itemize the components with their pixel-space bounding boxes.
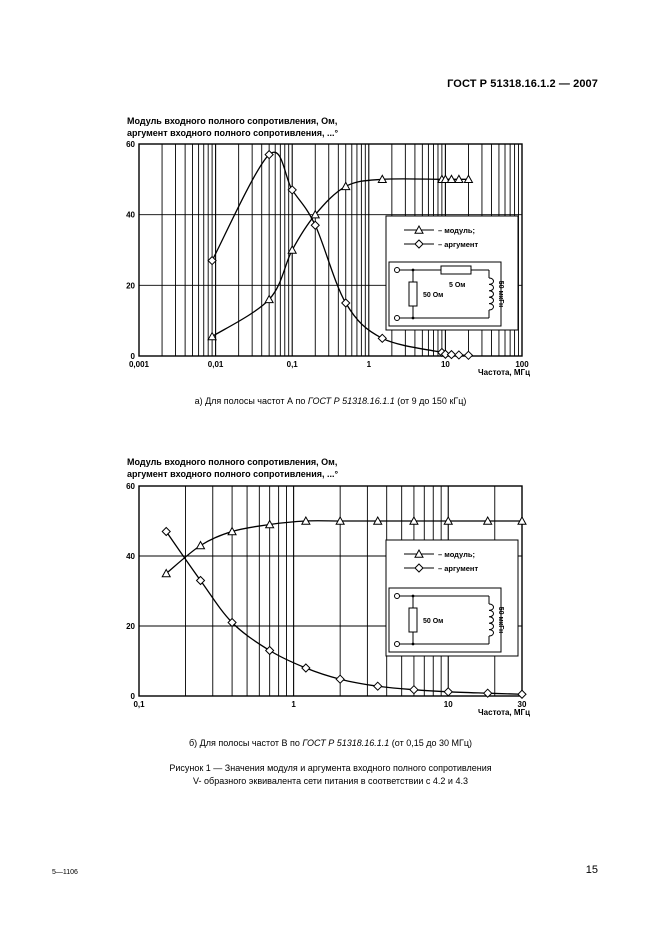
chart-a-circuit-node bbox=[412, 269, 415, 272]
chart-a-xtick-label: 1 bbox=[366, 360, 372, 369]
chart-a-ytick-label: 40 bbox=[126, 210, 135, 220]
chart-a-xtick-label: 10 bbox=[440, 360, 450, 369]
chart-b-xtick-label: 1 bbox=[291, 700, 296, 709]
chart-a-point-diamond bbox=[464, 351, 472, 359]
chart-b-legend-label-modulus: – модуль; bbox=[438, 550, 475, 559]
chart-a-point-diamond bbox=[208, 257, 216, 265]
chart-b-caption bbox=[0, 738, 661, 748]
chart-b-circuit-terminal bbox=[395, 642, 400, 647]
chart-a-circuit-resistor-series bbox=[441, 266, 471, 274]
chart-b bbox=[0, 472, 661, 732]
chart-b-circuit-node bbox=[412, 595, 415, 598]
chart-b-point-diamond bbox=[518, 690, 526, 698]
chart-a-xtick-label: 0,1 bbox=[286, 360, 298, 369]
chart-b-caption-standard: ГОСТ Р 51318.16.1.1 bbox=[302, 738, 390, 748]
chart-b-legend-label-argument: – аргумент bbox=[438, 564, 479, 573]
chart-b-circuit-box bbox=[389, 588, 501, 652]
chart-b-point-diamond bbox=[266, 647, 274, 655]
chart-a-circuit-node bbox=[412, 317, 415, 320]
chart-b-ylabel-line1: Модуль входного полного сопротивления, Ом, bbox=[127, 457, 338, 467]
chart-b-xlabel: Частота, МГц bbox=[478, 708, 530, 717]
chart-b-circuit-resistor-shunt bbox=[409, 608, 417, 632]
document-header: ГОСТ Р 51318.16.1.2 — 2007 bbox=[447, 78, 598, 90]
chart-a-point-triangle bbox=[288, 246, 296, 253]
chart-b-circuit-node bbox=[412, 643, 415, 646]
chart-a-point-triangle bbox=[342, 182, 350, 189]
chart-a-caption-standard: ГОСТ Р 51318.16.1.1 bbox=[307, 396, 395, 406]
chart-b-circuit bbox=[389, 588, 504, 652]
chart-a-ytick-label: 60 bbox=[126, 140, 135, 149]
chart-a-caption-suffix: (от 9 до 150 кГц) bbox=[397, 396, 467, 406]
chart-a-xtick-label: 0,01 bbox=[207, 360, 224, 369]
chart-a-ylabel-line2: аргумент входного полного сопротивления, ...° bbox=[127, 128, 339, 138]
chart-a-caption bbox=[0, 396, 661, 406]
page-number: 15 bbox=[585, 864, 598, 876]
chart-a-point-diamond bbox=[288, 186, 296, 194]
chart-a-caption-prefix: а) Для полосы частот А по bbox=[194, 396, 306, 406]
chart-b-point-diamond bbox=[162, 528, 170, 536]
chart-a-circuit bbox=[389, 262, 504, 326]
chart-a-ytick-label: 20 bbox=[126, 281, 135, 291]
chart-b-point-diamond bbox=[336, 675, 344, 683]
figure-caption-line2: V- образного эквивалента сети питания в соответствии с 4.2 и 4.3 bbox=[193, 776, 468, 786]
chart-b-circuit-label-inductor: 50 мкГн bbox=[497, 606, 504, 634]
chart-b-point-triangle bbox=[197, 542, 205, 549]
chart-a-point-triangle bbox=[208, 333, 216, 340]
chart-a-ytick-label: 0 bbox=[130, 352, 135, 361]
chart-a-xtick-label: 0,001 bbox=[128, 360, 150, 369]
chart-a-point-diamond bbox=[455, 351, 463, 359]
figure-caption bbox=[0, 762, 661, 788]
chart-a-legend-label-argument: – аргумент bbox=[438, 240, 479, 249]
chart-a-circuit-resistor-shunt bbox=[409, 282, 417, 306]
chart-a-circuit-label-shunt: 50 Ом bbox=[423, 292, 444, 299]
footer-code: 5—1106 bbox=[52, 869, 78, 876]
figure-caption-line1: Рисунок 1 — Значения модуля и аргумента входного полного сопротивления bbox=[169, 763, 492, 773]
chart-b-xtick-label: 0,1 bbox=[133, 700, 145, 709]
chart-b-caption-prefix: б) Для полосы частот В по bbox=[188, 738, 300, 748]
chart-b-ytick-label: 20 bbox=[126, 622, 135, 631]
chart-b-point-diamond bbox=[410, 686, 418, 694]
chart-a-point-diamond bbox=[342, 299, 350, 307]
chart-b-xtick-label: 10 bbox=[443, 700, 453, 709]
chart-b-point-diamond bbox=[302, 664, 310, 672]
chart-b-caption-suffix: (от 0,15 до 30 МГц) bbox=[391, 738, 473, 748]
chart-a-circuit-terminal bbox=[395, 268, 400, 273]
chart-a-point-diamond bbox=[378, 334, 386, 342]
chart-b-ylabel-line2: аргумент входного полного сопротивления, ...° bbox=[127, 469, 339, 479]
chart-b-ytick-label: 40 bbox=[126, 552, 135, 561]
chart-a-legend-label-modulus: – модуль; bbox=[438, 226, 475, 235]
chart-a-circuit-terminal bbox=[395, 316, 400, 321]
chart-b-ytick-label: 0 bbox=[130, 692, 135, 701]
chart-b-circuit-label-shunt: 50 Ом bbox=[423, 618, 444, 625]
chart-b-ytick-label: 60 bbox=[126, 482, 135, 491]
chart-b-circuit-terminal bbox=[395, 594, 400, 599]
chart-a-xtick-label: 100 bbox=[515, 360, 529, 369]
chart-b-xtick-label: 30 bbox=[517, 700, 527, 709]
chart-a-circuit-label-series: 5 Ом bbox=[449, 282, 466, 289]
chart-a-point-diamond bbox=[447, 351, 455, 359]
chart-a-point-diamond bbox=[311, 221, 319, 229]
chart-b-point-diamond bbox=[374, 682, 382, 690]
chart-a-circuit-label-inductor: 50 мкГн bbox=[497, 280, 504, 308]
chart-a-xlabel: Частота, МГц bbox=[478, 368, 530, 377]
chart-b-point-diamond bbox=[444, 688, 452, 696]
chart-a-ylabel-line1: Модуль входного полного сопротивления, Ом, bbox=[127, 116, 338, 126]
chart-a bbox=[0, 130, 661, 390]
